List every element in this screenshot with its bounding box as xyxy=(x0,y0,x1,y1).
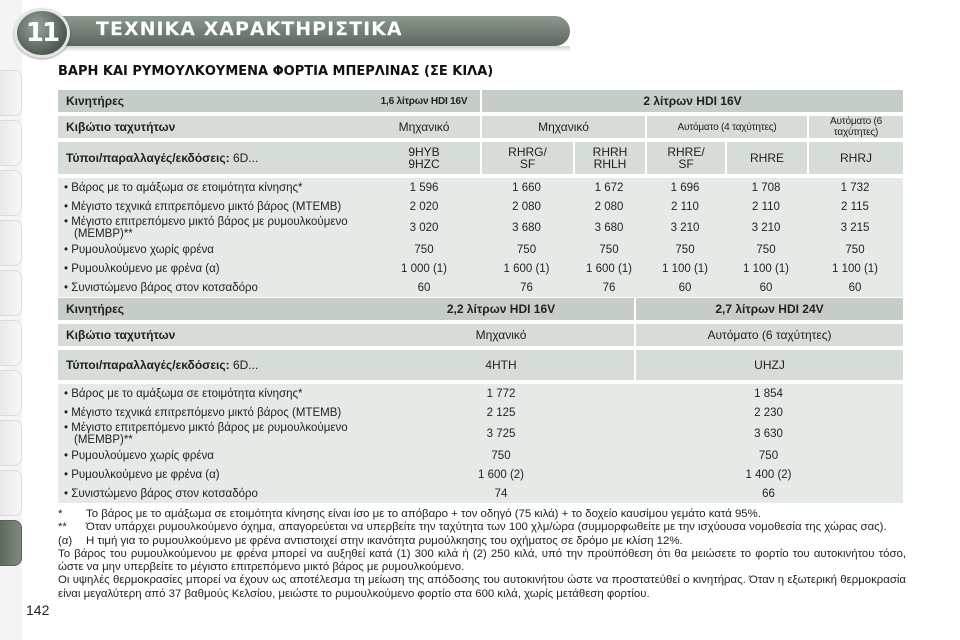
engine-header: 1,6 λίτρων HDI 16V xyxy=(368,90,480,112)
value-cell: 2 110 xyxy=(725,197,807,216)
value-cell: 3 630 xyxy=(634,422,903,446)
value-cell: 1 600 (1) xyxy=(480,259,573,278)
value-cell: 66 xyxy=(634,484,903,503)
gearbox-cell: Αυτόματο (6 ταχύτητες) xyxy=(634,324,903,346)
table-2-values xyxy=(58,384,903,503)
value-cell: 1 600 (1) xyxy=(573,259,645,278)
value-cell: 750 xyxy=(368,240,480,259)
value-cell: 1 100 (1) xyxy=(645,259,725,278)
value-cell: 60 xyxy=(725,278,807,297)
value-cell: 2 125 xyxy=(368,403,634,422)
row-label: • Συνιστώμενο βάρος στον κοτσαδόρο xyxy=(58,278,368,297)
value-cell: 750 xyxy=(368,446,634,465)
value-cell: 2 080 xyxy=(573,197,645,216)
table-row xyxy=(58,259,903,278)
table-row xyxy=(58,197,903,216)
weights-table-2 xyxy=(58,298,903,503)
value-cell: 2 020 xyxy=(368,197,480,216)
gearbox-cell: Μηχανικό xyxy=(480,116,645,138)
value-cell: 1 100 (1) xyxy=(807,259,903,278)
chapter-tab xyxy=(0,320,22,366)
value-cell: 1 772 xyxy=(368,384,634,403)
chapter-tab xyxy=(0,370,22,416)
type-code: RHRG/ SF xyxy=(480,142,573,174)
chapter-tab xyxy=(0,470,22,516)
row-label: • Συνιστώμενο βάρος στον κοτσαδόρο xyxy=(58,484,368,503)
table-row xyxy=(58,178,903,197)
value-cell: 2 230 xyxy=(634,403,903,422)
row-label: • Ρυμουλούμενο χωρίς φρένα xyxy=(58,240,368,259)
row-label: • Ρυμουλκούμενο με φρένα (α) xyxy=(58,259,368,278)
value-cell: 1 100 (1) xyxy=(725,259,807,278)
value-cell: 1 708 xyxy=(725,178,807,197)
value-cell: 750 xyxy=(645,240,725,259)
value-cell: 60 xyxy=(368,278,480,297)
value-cell: 750 xyxy=(480,240,573,259)
chapter-tab xyxy=(0,420,22,466)
weights-table-1 xyxy=(58,90,903,297)
value-cell: 3 680 xyxy=(573,216,645,240)
value-cell: 1 696 xyxy=(645,178,725,197)
value-cell: 1 732 xyxy=(807,178,903,197)
chapter-number-badge: 11 xyxy=(14,8,70,58)
types-label: Τύποι/παραλλαγές/εκδόσεις: 6D... xyxy=(58,142,368,174)
chapter-tab-active xyxy=(0,520,22,566)
table-row xyxy=(58,465,903,484)
value-cell: 750 xyxy=(634,446,903,465)
row-label: • Ρυμουλκούμενο με φρένα (α) xyxy=(58,465,368,484)
value-cell: 750 xyxy=(573,240,645,259)
table-row xyxy=(58,216,903,240)
page-title: ΤΕΧΝΙΚΑ ΧΑΡΑΚΤΗΡΙΣΤΙΚΑ xyxy=(96,18,403,40)
types-label: Τύποι/παραλλαγές/εκδόσεις: 6D... xyxy=(58,350,368,380)
value-cell: 3 680 xyxy=(480,216,573,240)
table-row xyxy=(58,384,903,403)
table-row xyxy=(58,278,903,297)
table-row xyxy=(58,446,903,465)
paragraph: Οι υψηλές θερμοκρασίες μπορεί να έχουν ως αποτέλεσμα τη μείωση της απόδοσης του αυτοκινήτου ώστε να προστατεύθεί ο κινητήρας. Όταν η εξωτερική θερμοκρασία είναι μεγαλύτερη από 37 βαθμούς Κελσίου, μειώστε το ρυμουλκούμενο φορτίο στα 600 κιλά, χωρίς μετάθεση φορτίου. xyxy=(58,574,906,600)
type-code: RHRJ xyxy=(807,142,903,174)
value-cell: 2 080 xyxy=(480,197,573,216)
footnotes xyxy=(58,508,906,601)
table-row xyxy=(58,240,903,259)
value-cell: 1 400 (2) xyxy=(634,465,903,484)
row-label: • Μέγιστο τεχνικά επιτρεπόμενο μικτό βάρος (MTEMB) xyxy=(58,403,368,422)
value-cell: 60 xyxy=(645,278,725,297)
value-cell: 76 xyxy=(480,278,573,297)
gearbox-label: Κιβώτιο ταχυτήτων xyxy=(58,116,368,138)
value-cell: 74 xyxy=(368,484,634,503)
chapter-tab xyxy=(0,220,22,266)
type-code: RHRE/ SF xyxy=(645,142,725,174)
table-1-values xyxy=(58,178,903,297)
footnote: * Το βάρος με το αμάξωμα σε ετοιμότητα κίνησης είναι ίσο με το απόβαρο + τον οδηγό (75 κιλά) + το δοχείο καυσίμου γεμάτο κατά 95%. xyxy=(58,508,761,520)
row-label: • Βάρος με το αμάξωμα σε ετοιμότητα κίνησης* xyxy=(58,178,368,197)
row-label: • Μέγιστο τεχνικά επιτρεπόμενο μικτό βάρος (MTEMB) xyxy=(58,197,368,216)
gearbox-cell: Μηχανικό xyxy=(368,324,634,346)
chapter-tab-strip xyxy=(0,0,22,640)
engine-header: 2,7 λίτρων HDI 24V xyxy=(634,298,903,320)
value-cell: 3 210 xyxy=(645,216,725,240)
gearbox-cell: Μηχανικό xyxy=(368,116,480,138)
value-cell: 3 215 xyxy=(807,216,903,240)
value-cell: 1 660 xyxy=(480,178,573,197)
value-cell: 1 672 xyxy=(573,178,645,197)
gearbox-cell: Αυτόματο (4 ταχύτητες) xyxy=(645,116,807,138)
paragraph: Το βάρος του ρυμουλκούμενου με φρένα μπορεί να αυξηθεί κατά (1) 300 κιλά ή (2) 250 κιλά, υπό την προϋπόθεση ότι θα μειώσετε το φορτίο του αυτοκινήτου τόσο, ώστε να μην υπερβείτε το μέγιστο επιτρεπόμενο μικτό βάρος με ρυμουλκούμενο. xyxy=(58,547,906,574)
gearbox-cell: Αυτόματο (6 ταχύτητες) xyxy=(807,116,903,138)
row-label: • Βάρος με το αμάξωμα σε ετοιμότητα κίνησης* xyxy=(58,384,368,403)
value-cell: 1 000 (1) xyxy=(368,259,480,278)
value-cell: 1 596 xyxy=(368,178,480,197)
table-row xyxy=(58,484,903,503)
table-row xyxy=(58,403,903,422)
gearbox-label: Κιβώτιο ταχυτήτων xyxy=(58,324,368,346)
value-cell: 76 xyxy=(573,278,645,297)
engine-header: 2 λίτρων HDI 16V xyxy=(480,90,903,112)
chapter-tab xyxy=(0,70,22,116)
table-row xyxy=(58,422,903,446)
row-label: • Μέγιστο επιτρεπόμενο μικτό βάρος με ρυμουλκούμενο (MEMBP)** xyxy=(58,422,368,446)
value-cell: 2 110 xyxy=(645,197,725,216)
value-cell: 1 600 (2) xyxy=(368,465,634,484)
row-label: • Ρυμουλούμενο χωρίς φρένα xyxy=(58,446,368,465)
row-label: • Μέγιστο επιτρεπόμενο μικτό βάρος με ρυμουλκούμενο (MEMBP)** xyxy=(58,216,368,240)
chapter-tab xyxy=(0,270,22,316)
chapter-tab xyxy=(0,120,22,166)
value-cell: 3 210 xyxy=(725,216,807,240)
page-number: 142 xyxy=(26,602,50,618)
type-code: 9HYB 9HZC xyxy=(368,142,480,174)
value-cell: 3 020 xyxy=(368,216,480,240)
type-code: UHZJ xyxy=(634,350,903,380)
type-code: 4HTH xyxy=(368,350,634,380)
value-cell: 750 xyxy=(807,240,903,259)
footnote: ** Όταν υπάρχει ρυμουλκούμενο όχημα, απαγορεύεται να υπερβείτε την ταχύτητα των 100 χλμ/ώρα (συμμορφωθείτε με την ισχύουσα νομοθεσία της χώρας σας). xyxy=(58,521,887,534)
value-cell: 60 xyxy=(807,278,903,297)
chapter-tab xyxy=(0,170,22,216)
engine-header: 2,2 λίτρων HDI 16V xyxy=(368,298,634,320)
type-code: RHRH RHLH xyxy=(573,142,645,174)
engines-label: Κινητήρες xyxy=(58,90,368,112)
type-code: RHRE xyxy=(725,142,807,174)
value-cell: 2 115 xyxy=(807,197,903,216)
value-cell: 750 xyxy=(725,240,807,259)
engines-label: Κινητήρες xyxy=(58,298,368,320)
value-cell: 1 854 xyxy=(634,384,903,403)
value-cell: 3 725 xyxy=(368,422,634,446)
section-title: ΒΑΡΗ ΚΑΙ ΡΥΜΟΥΛΚΟΥΜΕΝΑ ΦΟΡΤΙΑ ΜΠΕΡΛΙΝΑΣ (ΣΕ ΚΙΛΑ) xyxy=(58,64,494,79)
footnote: (α) Η τιμή για το ρυμουλκούμενο με φρένα αντιστοιχεί στην ικανότητα ρυμούλκησης του οχήματος σε δρόμο με κλίση 12%. xyxy=(58,534,683,547)
